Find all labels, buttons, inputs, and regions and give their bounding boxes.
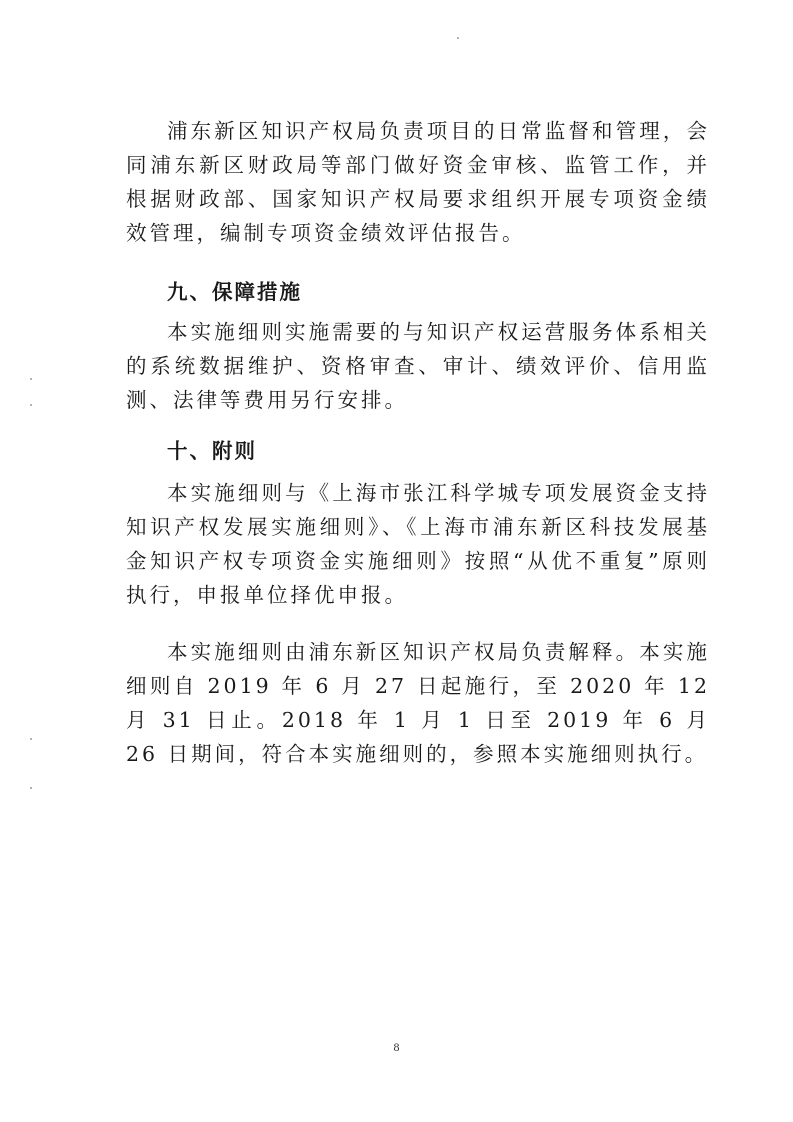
paragraph-measures: 本实施细则实施需要的与知识产权运营服务体系相关的系统数据维护、资格审查、审计、绩效评价、信用监测、法律等费用另行安排。 — [126, 320, 710, 412]
section-heading-10: 十、附则 — [167, 439, 257, 463]
scan-dot — [30, 378, 32, 380]
paragraph-appendix-2: 本实施细则由浦东新区知识产权局负责解释。本实施细则自 2019 年 6 月 27 日起施行，至 2020 年 12 月 31 日止。2018 年 1 月 1 日至 2019 年 6 月 26 日期间，符合本实施细则的，参照本实施细则执行。 — [126, 640, 710, 766]
page-number: 8 — [393, 1040, 400, 1054]
scan-dot — [30, 404, 32, 406]
paragraph-supervision: 浦东新区知识产权局负责项目的日常监督和管理，会同浦东新区财政局等部门做好资金审核、监管工作，并根据财政部、国家知识产权局要求组织开展专项资金绩效管理，编制专项资金绩效评估报告。 — [126, 119, 710, 245]
scan-dot — [30, 787, 32, 789]
section-heading-9: 九、保障措施 — [167, 280, 302, 304]
scan-dot — [30, 738, 32, 740]
scan-dot — [457, 37, 459, 39]
paragraph-appendix-1: 本实施细则与《上海市张江科学城专项发展资金支持知识产权发展实施细则》、《上海市浦东新区科技发展基金知识产权专项资金实施细则》按照“从优不重复”原则执行，申报单位择优申报。 — [126, 481, 710, 607]
